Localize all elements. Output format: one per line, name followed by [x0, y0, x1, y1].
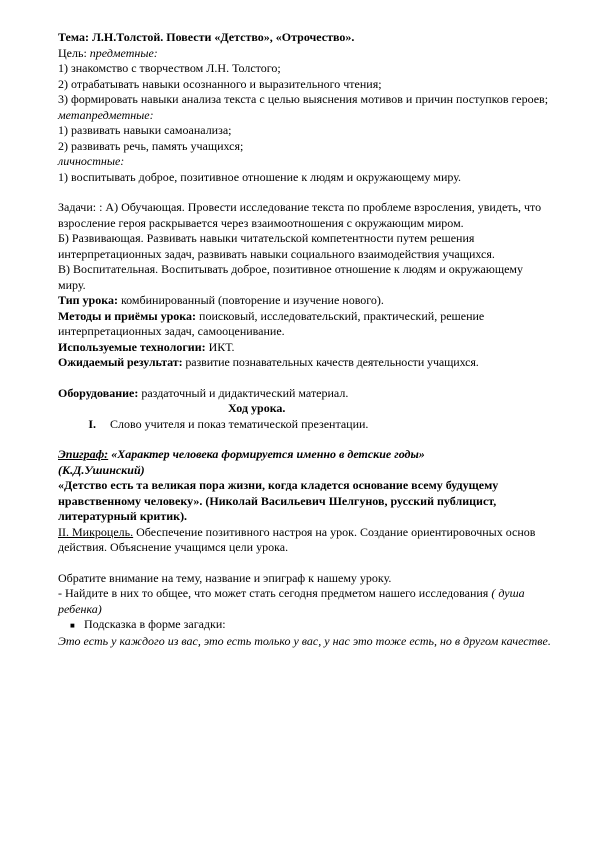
task-b: Б) Развивающая. Развивать навыки читательской компетентности путем решения интерпретационных задач, развивать навыки социального взаимодействия учащихся.: [58, 231, 495, 261]
stage-1: [58, 417, 553, 433]
lesson-type-label: Тип урока:: [58, 293, 118, 307]
question-text: - Найдите в них то общее, что может стать сегодня предметом нашего исследования: [58, 586, 492, 600]
equipment-label: Оборудование:: [58, 385, 139, 400]
meta-goal-2: 2) развивать речь, память учащихся;: [58, 138, 244, 153]
epigraph-line: [58, 447, 553, 463]
result-text: развитие познавательных качеств деятельности учащихся.: [182, 355, 479, 369]
personal-goals-label: личностные:: [58, 154, 125, 168]
methods-line: [58, 309, 553, 340]
subject-goal-3: 3) формировать навыки анализа текста с целью выяснения мотивов и причин поступков героев;: [58, 92, 549, 106]
epigraph-label: Эпиграф:: [58, 447, 109, 461]
meta-goal-1: 1) развивать навыки самоанализа;: [58, 123, 232, 137]
task-c: В) Воспитательная. Воспитывать доброе, позитивное отношение к людям и окружающему миру.: [58, 262, 524, 292]
attention-line: Обратите внимание на тему, название и эпиграф к нашему уроку.: [58, 570, 392, 585]
epigraph-author: (К.Д.Ушинский): [58, 462, 145, 477]
subject-goals-label: предметные:: [89, 45, 158, 60]
goal-label: Цель:: [58, 45, 87, 60]
document-page: [58, 30, 553, 649]
technologies-text: ИКТ.: [205, 339, 235, 354]
subject-goal-2: 2) отрабатывать навыки осознанного и выразительного чтения;: [58, 76, 382, 91]
methods-text: поисковый, исследовательский, практический, решение интерпретационных задач, самооценивание.: [58, 308, 485, 338]
lesson-type-text: комбинированный (повторение и изучение нового).: [117, 293, 384, 307]
subject-goal-1: 1) знакомство с творчеством Л.Н. Толстого;: [58, 61, 281, 75]
goal-heading: [58, 46, 553, 62]
topic-label: Тема:: [58, 30, 89, 44]
topic-line: [58, 30, 553, 46]
question-line: [58, 586, 553, 617]
personal-goal-1: 1) воспитывать доброе, позитивное отношение к людям и окружающему миру.: [58, 169, 462, 184]
equipment-text: раздаточный и дидактический материал.: [138, 385, 349, 400]
hint-label: Подсказка в форме загадки:: [84, 617, 226, 631]
stage-2-text: Обеспечение позитивного настроя на урок. Создание ориентировочных основ действия. Объяснение учащимся цели урока.: [58, 524, 536, 554]
square-bullet-icon: ■: [70, 621, 75, 630]
answer-text: ( душа ребенка): [58, 586, 525, 616]
task-a: Задачи: : А) Обучающая. Провести исследование текста по проблеме взросления, увидеть, что взросление героя раскрывается через взаимоотношения с окружающим миром.: [58, 200, 542, 230]
lesson-type-line: [58, 293, 553, 309]
meta-goals-label: метапредметные:: [58, 107, 154, 122]
stage-2-label: II. Микроцель.: [58, 524, 134, 539]
riddle-text: Это есть у каждого из вас, это есть только у вас, у нас это тоже есть, но в другом качестве.: [58, 633, 551, 648]
stage-1-number: I.: [88, 416, 96, 431]
stage-2: [58, 525, 553, 556]
result-line: [58, 355, 553, 371]
epigraph-quote-2: «Детство есть та великая пора жизни, когда кладется основание всему будущему нравственному человеку». (Николай Васильевич Шелгунов, русский публицист, литературный критик).: [58, 478, 499, 523]
result-label: Ожидаемый результат:: [58, 355, 183, 369]
stage-1-text: Слово учителя и показ тематической презентации.: [110, 416, 369, 431]
technologies-label: Используемые технологии:: [58, 339, 206, 354]
methods-label: Методы и приёмы урока:: [58, 308, 197, 323]
epigraph-quote: «Характер человека формируется именно в детские годы»: [108, 447, 425, 461]
technologies-line: [58, 340, 553, 356]
lesson-heading: Ход урока.: [228, 401, 286, 415]
topic-text: Л.Н.Толстой. Повести «Детство», «Отрочество».: [91, 30, 355, 44]
hint-item: [58, 617, 553, 634]
equipment-line: [58, 386, 553, 402]
